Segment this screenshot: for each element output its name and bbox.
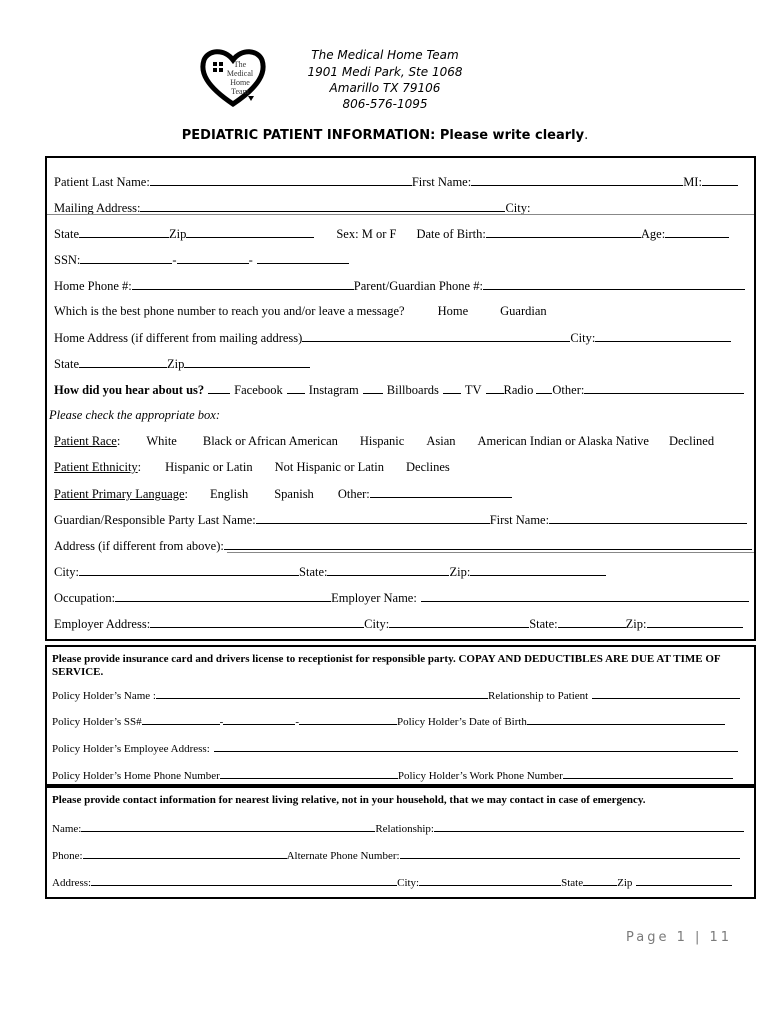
guardian-phone-field[interactable] [483, 278, 745, 290]
row-ssn [54, 252, 349, 268]
logo-text-2: Medical [226, 69, 254, 78]
hear-radio: Radio [503, 383, 534, 397]
row-home-address [54, 330, 731, 346]
race-label: Patient Race [54, 434, 117, 448]
home-address-label: Home Address (if different from mailing address) [54, 331, 303, 345]
hear-radio-blank[interactable] [486, 382, 504, 394]
employer-zip-field[interactable] [647, 616, 743, 628]
employer-state-label: State: [529, 617, 558, 631]
ethnicity-colon: : [137, 460, 142, 474]
employer-address-field[interactable] [150, 616, 364, 628]
ssn-dash: - [172, 253, 177, 267]
best-phone-guardian-option[interactable]: Guardian [500, 304, 547, 318]
hear-billboards: Billboards [386, 383, 439, 397]
holder-employee-field[interactable] [214, 740, 738, 752]
hear-tv: TV [464, 383, 482, 397]
ssn-part3[interactable] [257, 252, 349, 264]
home-city-label: City: [570, 331, 596, 345]
emergency-alt-phone-field[interactable] [400, 847, 740, 859]
row-language [54, 486, 512, 502]
row-occupation [54, 590, 749, 606]
row-city-state-zip-3 [54, 564, 606, 580]
emergency-state-field[interactable] [583, 874, 617, 886]
zip-field[interactable] [186, 226, 314, 238]
holder-employee-label: Policy Holder’s Employee Address: [52, 743, 210, 755]
emergency-box [45, 786, 756, 899]
zip2-field[interactable] [184, 356, 310, 368]
emergency-phone-field[interactable] [83, 847, 287, 859]
holder-name-field[interactable] [156, 687, 488, 699]
home-phone-label: Home Phone #: [54, 279, 132, 293]
row-ethnicity [54, 460, 450, 475]
row-state-zip-2 [54, 356, 310, 372]
emergency-phone-label: Phone: [52, 850, 83, 862]
page-title [0, 128, 770, 143]
occupation-field[interactable] [115, 590, 331, 602]
language-other-field[interactable] [370, 486, 512, 498]
patient-mi-field[interactable] [702, 174, 738, 186]
holder-ss-part2[interactable] [223, 713, 295, 725]
holder-home-phone-field[interactable] [220, 767, 398, 779]
relationship-label: Relationship to Patient [487, 690, 589, 702]
emergency-alt-phone-label: Alternate Phone Number: [286, 850, 400, 862]
zip3-label: Zip: [449, 565, 471, 579]
holder-work-phone-label: Policy Holder’s Work Phone Number [397, 770, 563, 782]
insurance-box [45, 645, 756, 786]
divider [47, 214, 754, 215]
employer-name-field[interactable] [421, 590, 749, 602]
logo-text-4: Team [231, 87, 249, 96]
row-holder-name [52, 687, 740, 702]
mailing-address-field[interactable] [140, 200, 505, 212]
emergency-address-field[interactable] [91, 874, 397, 886]
sex-field[interactable]: Sex: M or F [336, 227, 397, 241]
city3-field[interactable] [79, 564, 299, 576]
state-label: State [54, 227, 79, 241]
title-main: PEDIATRIC PATIENT INFORMATION: [181, 128, 436, 143]
employer-zip-label: Zip: [625, 617, 647, 631]
language-colon: : [184, 487, 189, 501]
hear-facebook: Facebook [234, 383, 283, 397]
relationship-field[interactable] [592, 687, 740, 699]
hear-other-field[interactable] [584, 382, 744, 394]
best-phone-question: Which is the best phone number to reach you and/or leave a message? [54, 304, 405, 318]
ssn-part1[interactable] [80, 252, 172, 264]
row-race [54, 434, 714, 449]
race-option-white[interactable]: White [146, 434, 177, 448]
emergency-city-label: City: [397, 877, 420, 889]
zip-label: Zip [169, 227, 187, 241]
state2-field[interactable] [79, 356, 167, 368]
hear-other-blank[interactable] [536, 382, 552, 394]
patient-first-name-field[interactable] [471, 174, 683, 186]
emergency-name-field[interactable] [81, 820, 375, 832]
dob-field[interactable] [486, 226, 641, 238]
emergency-notice: Please provide contact information for nearest living relative, not in your household, that we may contact in case of emergency. [52, 794, 646, 806]
hear-instagram-blank[interactable] [287, 382, 305, 394]
emergency-address-label: Address: [52, 877, 92, 889]
patient-first-name-label: First Name: [411, 175, 472, 189]
race-option-declined[interactable]: Declined [668, 434, 715, 448]
emergency-city-field[interactable] [419, 874, 561, 886]
emergency-relationship-label: Relationship: [375, 823, 434, 835]
mailing-address-label: Mailing Address: [54, 201, 141, 215]
page-number: Page 1 | 11 [626, 930, 733, 945]
row-emergency-address [52, 874, 732, 889]
holder-work-phone-field[interactable] [563, 767, 733, 779]
ethnicity-option-hispanic[interactable]: Hispanic or Latin [165, 460, 253, 474]
ss-dash: - [295, 716, 299, 728]
city3-label: City: [54, 565, 80, 579]
occupation-label: Occupation: [54, 591, 116, 605]
row-employer-address [54, 616, 743, 632]
race-colon: : [116, 434, 121, 448]
holder-ss-part3[interactable] [299, 713, 397, 725]
row-emergency-phone [52, 847, 740, 862]
zip3-field[interactable] [470, 564, 606, 576]
employer-state-field[interactable] [558, 616, 626, 628]
guardian-first-label: First Name: [489, 513, 550, 527]
row-hear-about [54, 382, 744, 398]
dob-label: Date of Birth: [416, 227, 486, 241]
row-emergency-name [52, 820, 744, 835]
ss-dash: - [219, 716, 224, 728]
ethnicity-option-declines[interactable]: Declines [406, 460, 450, 474]
state3-field[interactable] [327, 564, 449, 576]
emergency-zip-field[interactable] [636, 874, 732, 886]
practice-street: 1901 Medi Park, Ste 1068 [307, 65, 463, 79]
race-option-asian[interactable]: Asian [426, 434, 456, 448]
race-option-hispanic[interactable]: Hispanic [359, 434, 405, 448]
emergency-zip-label: Zip [617, 877, 633, 889]
ssn-dash: - [248, 253, 253, 267]
state-field[interactable] [79, 226, 169, 238]
row-holder-ss [52, 713, 725, 728]
hear-other-label: Other: [552, 383, 585, 397]
language-other-label: Other: [337, 487, 370, 501]
holder-ss-part1[interactable] [142, 713, 220, 725]
title-dot: . [584, 128, 589, 143]
language-label: Patient Primary Language [54, 487, 185, 501]
hear-instagram: Instagram [308, 383, 359, 397]
practice-phone: 806-576-1095 [342, 97, 428, 111]
guardian-last-label: Guardian/Responsible Party Last Name: [54, 513, 256, 527]
state2-label: State [54, 357, 79, 371]
row-patient-name [54, 174, 738, 190]
address-diff-field[interactable] [224, 538, 752, 550]
emergency-name-label: Name: [52, 823, 82, 835]
race-option-american-indian[interactable]: American Indian or Alaska Native [477, 434, 649, 448]
holder-home-phone-label: Policy Holder’s Home Phone Number [52, 770, 220, 782]
row-state-sex [54, 226, 729, 242]
guardian-last-field[interactable] [256, 512, 490, 524]
hear-facebook-blank[interactable] [208, 382, 230, 394]
holder-name-label: Policy Holder’s Name : [52, 690, 156, 702]
patient-info-box [45, 156, 756, 641]
ssn-part2[interactable] [177, 252, 249, 264]
guardian-first-field[interactable] [549, 512, 747, 524]
employer-address-label: Employer Address: [54, 617, 151, 631]
holder-dob-field[interactable] [527, 713, 725, 725]
home-phone-field[interactable] [132, 278, 354, 290]
language-option-spanish[interactable]: Spanish [274, 487, 314, 501]
home-city-field[interactable] [595, 330, 731, 342]
holder-dob-label: Policy Holder’s Date of Birth [396, 716, 527, 728]
hear-billboards-blank[interactable] [363, 382, 383, 394]
row-phones [54, 278, 745, 294]
insurance-notice: Please provide insurance card and drivers license to receptionist for responsible party. COPAY AND DEDUCTIBLES ARE DUE AT TIME OF SERVICE. [52, 653, 721, 678]
logo-text-3: Home [230, 78, 250, 87]
logo-text-1: The [233, 60, 247, 69]
row-best-phone [54, 304, 547, 319]
age-field[interactable] [665, 226, 729, 238]
best-phone-home-option[interactable]: Home [437, 304, 469, 318]
guardian-phone-label: Parent/Guardian Phone #: [353, 279, 483, 293]
emergency-state-label: State [561, 877, 584, 889]
row-guardian-name [54, 512, 747, 528]
emergency-relationship-field[interactable] [434, 820, 744, 832]
divider [227, 552, 754, 553]
age-label: Age: [640, 227, 666, 241]
employer-city-field[interactable] [389, 616, 529, 628]
language-option-english[interactable]: English [210, 487, 249, 501]
ethnicity-label: Patient Ethnicity [54, 460, 138, 474]
holder-ss-label: Policy Holder’s SS# [52, 716, 142, 728]
race-option-black[interactable]: Black or African American [202, 434, 338, 448]
row-holder-employee [52, 740, 738, 755]
zip2-label: Zip [167, 357, 185, 371]
check-box-instruction: Please check the appropriate box: [49, 408, 221, 422]
ethnicity-option-not-hispanic[interactable]: Not Hispanic or Latin [274, 460, 384, 474]
hear-about-label: How did you hear about us? [54, 383, 205, 397]
title-sub: Please write clearly [435, 128, 585, 143]
hear-tv-blank[interactable] [443, 382, 461, 394]
patient-last-name-field[interactable] [150, 174, 412, 186]
practice-name: The Medical Home Team [311, 48, 459, 62]
employer-city-label: City: [364, 617, 390, 631]
row-holder-phones [52, 767, 733, 782]
patient-mi-label: MI: [683, 175, 702, 189]
address-diff-label: Address (if different from above): [54, 539, 224, 553]
employer-name-label: Employer Name: [331, 591, 417, 605]
mailing-city-label: City: [505, 201, 531, 215]
patient-last-name-label: Patient Last Name: [54, 175, 150, 189]
home-address-field[interactable] [302, 330, 570, 342]
state3-label: State: [299, 565, 328, 579]
practice-city: Amarillo TX 79106 [329, 81, 441, 95]
ssn-label: SSN: [54, 253, 81, 267]
